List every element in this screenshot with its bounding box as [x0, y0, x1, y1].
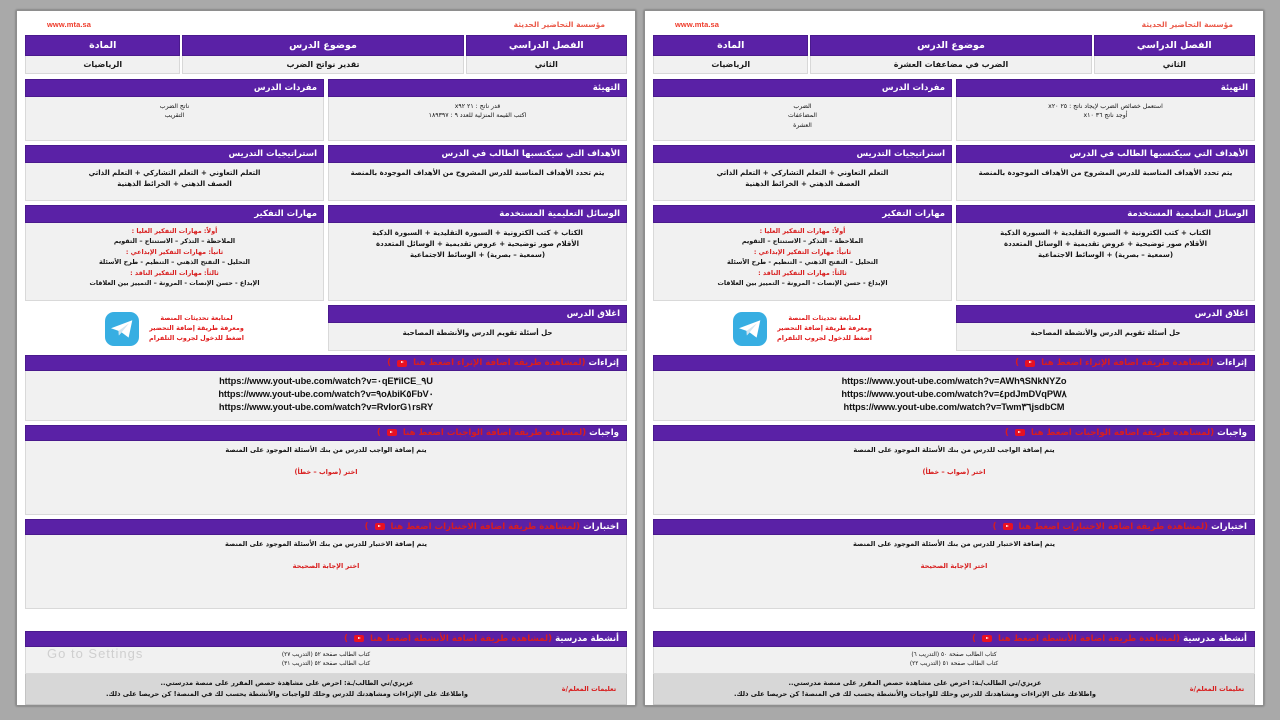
- section-title-vocab: مفردات الدرس: [653, 79, 952, 97]
- section-closing: [328, 305, 627, 351]
- section-homework-right: [25, 425, 627, 515]
- identity-value-term: الثاني: [466, 56, 627, 74]
- section-title-exams[interactable]: [25, 519, 627, 535]
- materials-line-1: الكتاب + كتب الكترونية + السبورة التقليدية + السبورة الذكية: [1000, 229, 1211, 237]
- homework-note: يتم إضافة الواجب للدرس من بنك الأسئلة الموجود على المنصة: [225, 445, 427, 454]
- thinking-line-1: الملاحظة – التذكر – الاستنتاج – التقويم: [741, 237, 864, 246]
- column-primary-right: [328, 79, 627, 351]
- section-body-materials: [328, 223, 627, 301]
- thinking-line-3: الإبداع - حسن الإنصات - المرونة – التمييز بين العلاقات: [89, 278, 260, 287]
- thinking-line-2: التحليل – التفتح الذهني – التنظيم - طرح الأسئلة: [99, 258, 250, 267]
- section-body-materials: [956, 223, 1255, 301]
- youtube-icon[interactable]: [354, 635, 364, 642]
- vocab-item: ناتج الضرب: [159, 103, 190, 110]
- org-name: مؤسسة التحاضير الحديثة: [513, 20, 605, 29]
- telegram-icon[interactable]: [733, 312, 767, 346]
- section-homework-left: [653, 425, 1255, 515]
- page-banner-left: [653, 17, 1255, 35]
- teacher-line-2: واطلاعك على الإثراءات ومشاهدتك للدرس وحلك للواجبات والأنشطة يحسب لك في المنصة! كن حريصا على ذلك.: [106, 690, 468, 699]
- identity-value-topic: الضرب في مضاعفات العشرة: [810, 56, 1091, 74]
- column-secondary-right: [25, 79, 324, 351]
- teacher-line-2: واطلاعك على الإثراءات ومشاهدتك للدرس وحلك للواجبات والأنشطة يحسب لك في المنصة! كن حريصا على ذلك.: [734, 690, 1096, 699]
- column-secondary-left: [653, 79, 952, 351]
- section-activities-left: [653, 631, 1255, 705]
- homework-instruction: اختر (صواب – خطأ): [294, 468, 358, 477]
- exams-note: يتم إضافة الاختبار للدرس من بنك الأسئلة الموجود على المنصة: [852, 539, 1055, 548]
- identity-header-subject: المادة: [653, 35, 808, 56]
- youtube-icon[interactable]: [375, 523, 385, 530]
- section-title-materials: الوسائل التعليمية المستخدمة: [956, 205, 1255, 223]
- section-body-thinking: [25, 223, 324, 301]
- activities-key-label: أنشطة مدرسية: [1183, 633, 1247, 644]
- telegram-promo-left[interactable]: [653, 305, 952, 351]
- materials-line-3: (سمعية – بصرية) + الوسائط الاجتماعية: [409, 250, 546, 259]
- section-vocab: [25, 79, 324, 141]
- identity-value-subject: الرياضيات: [25, 56, 180, 74]
- youtube-icon[interactable]: [1025, 360, 1035, 367]
- thinking-label-2: ثانياً: مهارات التفكير الإبداعي :: [753, 247, 852, 256]
- section-body-closing: حل أسئلة تقويم الدرس والأنشطة المصاحبة: [956, 323, 1255, 351]
- section-closing: [956, 305, 1255, 351]
- section-strategies: [25, 145, 324, 201]
- promo-line-2: ومعرفة طريقة إضافة التحضير: [149, 324, 244, 333]
- teacher-instructions-label: تعليمات المعلم/ة: [1189, 685, 1245, 694]
- promo-line-1: لمتابعة تحديثات المنصة: [160, 314, 233, 323]
- exams-sub-label: (لمشاهدة طريقة اضافة الاختبارات اضغط هنا: [390, 521, 581, 532]
- exams-key-label: اختبارات: [1211, 521, 1247, 532]
- identity-header-topic: موضوع الدرس: [810, 35, 1091, 56]
- youtube-icon[interactable]: [387, 429, 397, 436]
- identity-value-subject: الرياضيات: [653, 56, 808, 74]
- section-enrichment-right: [25, 355, 627, 421]
- activity-item: كتاب الطالب صفحة ٥٢ (التدريب ٣١): [281, 660, 371, 667]
- section-title-tahia: التهيئة: [328, 79, 627, 97]
- section-title-enrichment[interactable]: [25, 355, 627, 371]
- section-title-strategies: استراتيجيات التدريس: [25, 145, 324, 163]
- lesson-page-left: [644, 10, 1264, 706]
- teacher-instructions-text: [26, 674, 552, 704]
- thinking-label-1: أولاً: مهارات التفكير العليا :: [131, 227, 218, 235]
- homework-key-label: واجبات: [1217, 427, 1247, 438]
- materials-line-2: الأقلام صور توضيحية + عروض تقديمية + الوسائل المتعددة: [376, 239, 579, 248]
- vocab-item: التقريب: [164, 112, 185, 120]
- org-name: مؤسسة التحاضير الحديثة: [1141, 20, 1233, 29]
- enrichment-sub-label: (لمشاهدة طريقة اضافة الإثراء اضغط هنا: [1041, 358, 1214, 368]
- section-materials: [956, 205, 1255, 301]
- identity-header-topic: موضوع الدرس: [182, 35, 463, 56]
- section-body-activities: [25, 647, 627, 675]
- strategies-line-2: العصف الذهني + الخرائط الذهنية: [117, 179, 232, 188]
- section-materials: [328, 205, 627, 301]
- activity-item: كتاب الطالب صفحة ٥٢ (التدريب ٢٧): [281, 651, 371, 658]
- section-exams-left: [653, 519, 1255, 609]
- section-body-objectives: يتم تحدد الأهداف المناسبة للدرس المشروح من الأهداف الموجودة بالمنصة: [956, 163, 1255, 201]
- content-columns-left: [653, 79, 1255, 351]
- section-title-strategies: استراتيجيات التدريس: [653, 145, 952, 163]
- section-thinking: [653, 205, 952, 301]
- youtube-icon[interactable]: [982, 635, 992, 642]
- enrichment-url-list: [653, 371, 1255, 421]
- homework-note: يتم إضافة الواجب للدرس من بنك الأسئلة الموجود على المنصة: [853, 445, 1055, 454]
- section-body-thinking: [653, 223, 952, 301]
- section-strategies: [653, 145, 952, 201]
- section-body-tahia: [956, 97, 1255, 141]
- paren-close: ): [376, 427, 381, 438]
- youtube-icon[interactable]: [397, 360, 407, 367]
- page-banner-right: [25, 17, 627, 35]
- layout-spacer: [25, 609, 627, 627]
- section-tahia: [956, 79, 1255, 141]
- section-title-activities[interactable]: [653, 631, 1255, 647]
- section-title-objectives: الأهداف التي سيكتسبها الطالب في الدرس: [956, 145, 1255, 163]
- thinking-line-3: الإبداع - حسن الإنصات - المرونة – التمييز بين العلاقات: [717, 278, 888, 287]
- exams-sub-label: (لمشاهدة طريقة اضافة الاختبارات اضغط هنا: [1018, 521, 1209, 532]
- section-body-homework: [653, 441, 1255, 515]
- section-body-tahia: [328, 97, 627, 141]
- materials-line-1: الكتاب + كتب الكترونية + السبورة التقليدية + السبورة الذكية: [372, 229, 583, 237]
- exams-key-label: اختبارات: [583, 521, 619, 532]
- enrichment-url[interactable]: https://www.yout-ube.com/watch?v=RvIorG١rsRY: [218, 402, 434, 413]
- tahia-line-2: اكتب القيمة المنزلية للعدد ٩ : ١٨٩٣٩٧: [428, 112, 527, 120]
- exams-instruction: اختر الإجابة الصحيحة: [920, 562, 988, 571]
- thinking-label-2: ثانياً: مهارات التفكير الإبداعي :: [125, 247, 224, 256]
- activity-item: كتاب الطالب صفحة ٥١ (التدريب ٢٢): [909, 660, 999, 667]
- section-title-enrichment[interactable]: [653, 355, 1255, 371]
- thinking-line-2: التحليل – التفتح الذهني – التنظيم - طرح الأسئلة: [727, 258, 878, 267]
- strategies-line-1: التعلم التعاوني + التعلم التشاركي + التعلم الذاتي: [716, 169, 889, 177]
- column-primary-left: [956, 79, 1255, 351]
- section-title-homework[interactable]: [653, 425, 1255, 441]
- strategies-line-2: العصف الذهني + الخرائط الذهنية: [745, 179, 860, 188]
- enrichment-key-label: إثراءات: [588, 358, 619, 368]
- teacher-instructions-label: تعليمات المعلم/ة: [561, 685, 617, 694]
- teacher-line-1: عزيزي/تي الطالب/ـة: احرص على مشاهدة حصص المقرر على منصة مدرستي..: [160, 679, 414, 688]
- section-body-activities: [653, 647, 1255, 675]
- tahia-line-1: قدر ناتج : ٢١ x٩٢: [454, 103, 501, 110]
- homework-instruction: اختر (صواب – خطأ): [922, 468, 986, 477]
- teacher-instructions-text: [654, 674, 1180, 704]
- thinking-label-1: أولاً: مهارات التفكير العليا :: [759, 227, 846, 235]
- content-columns-right: [25, 79, 627, 351]
- identity-value-term: الثاني: [1094, 56, 1255, 74]
- section-title-exams[interactable]: [653, 519, 1255, 535]
- activities-sub-label: (لمشاهدة طريقة اضافة الأنشطة اضغط هنا: [997, 633, 1181, 644]
- paren-close: ): [972, 633, 976, 644]
- enrichment-sub-label: (لمشاهدة طريقة اضافة الإثراء اضغط هنا: [413, 358, 586, 368]
- lesson-page-right: [16, 10, 636, 706]
- vocab-item: الضرب: [793, 103, 812, 110]
- section-body-objectives: يتم تحدد الأهداف المناسبة للدرس المشروح من الأهداف الموجودة بالمنصة: [328, 163, 627, 201]
- paren-close: ): [364, 521, 369, 532]
- section-body-strategies: [653, 163, 952, 201]
- promo-line-3: اضغط للدخول لجروب التلفرام: [777, 333, 872, 342]
- homework-sub-label: (لمشاهدة طريقة اضافة الواجبات اضغط هنا: [1030, 427, 1215, 438]
- section-vocab: [653, 79, 952, 141]
- activation-watermark: Go to Settings: [47, 646, 144, 661]
- section-title-activities[interactable]: [25, 631, 627, 647]
- tahia-line-2: أوجد ناتج ٣٦ x١٠: [1083, 112, 1128, 120]
- section-title-closing: اغلاق الدرس: [328, 305, 627, 323]
- identity-header-subject: المادة: [25, 35, 180, 56]
- section-body-vocab: [25, 97, 324, 141]
- layout-spacer: [653, 609, 1255, 627]
- youtube-icon[interactable]: [1015, 429, 1025, 436]
- activity-item: كتاب الطالب صفحة ٥٠ (التدريب ٦): [911, 651, 997, 658]
- materials-line-3: (سمعية – بصرية) + الوسائط الاجتماعية: [1037, 250, 1174, 259]
- section-body-exams: [25, 535, 627, 609]
- section-title-homework[interactable]: [25, 425, 627, 441]
- thinking-label-3: ثالثاً: مهارات التفكير الناقد :: [130, 268, 219, 277]
- paren-close: ): [992, 521, 997, 532]
- enrichment-url[interactable]: https://www.yout-ube.com/watch?v=٠qE٣iICE_٩U: [219, 376, 433, 386]
- activities-key-label: أنشطة مدرسية: [555, 633, 619, 644]
- enrichment-key-label: إثراءات: [1216, 358, 1247, 368]
- thinking-label-3: ثالثاً: مهارات التفكير الناقد :: [758, 268, 847, 277]
- promo-line-1: لمتابعة تحديثات المنصة: [788, 314, 861, 323]
- paren-close: ): [344, 633, 348, 644]
- exams-note: يتم إضافة الاختبار للدرس من بنك الأسئلة الموجود على المنصة: [224, 539, 427, 548]
- homework-key-label: واجبات: [589, 427, 619, 438]
- section-title-materials: الوسائل التعليمية المستخدمة: [328, 205, 627, 223]
- materials-line-2: الأقلام صور توضيحية + عروض تقديمية + الوسائل المتعددة: [1004, 239, 1207, 248]
- identity-header-term: الفصل الدراسي: [1094, 35, 1255, 56]
- site-url: www.mta.sa: [47, 20, 92, 29]
- identity-table-left: [653, 35, 1255, 74]
- section-title-vocab: مفردات الدرس: [25, 79, 324, 97]
- paren-close: ): [387, 358, 392, 368]
- identity-header-term: الفصل الدراسي: [466, 35, 627, 56]
- paren-close: ): [1004, 427, 1009, 438]
- paren-close: ): [1015, 358, 1020, 368]
- thinking-line-1: الملاحظة – التذكر – الاستنتاج – التقويم: [113, 237, 236, 246]
- section-title-tahia: التهيئة: [956, 79, 1255, 97]
- exams-instruction: اختر الإجابة الصحيحة: [292, 562, 360, 571]
- section-body-homework: [25, 441, 627, 515]
- section-body-vocab: [653, 97, 952, 141]
- enrichment-url[interactable]: https://www.yout-ube.com/watch?v=٩o٨biK٥FbV٠: [218, 389, 434, 400]
- section-title-objectives: الأهداف التي سيكتسبها الطالب في الدرس: [328, 145, 627, 163]
- section-title-thinking: مهارات التفكير: [653, 205, 952, 223]
- teacher-instructions-left: [653, 674, 1255, 705]
- vocab-item: المضاعفات: [788, 112, 817, 120]
- section-objectives: [956, 145, 1255, 201]
- enrichment-url[interactable]: https://www.yout-ube.com/watch?v=AWh٩SNkNYZo: [841, 376, 1067, 386]
- section-body-strategies: [25, 163, 324, 201]
- youtube-icon[interactable]: [1003, 523, 1013, 530]
- section-objectives: [328, 145, 627, 201]
- promo-line-2: ومعرفة طريقة إضافة التحضير: [777, 324, 872, 333]
- teacher-instructions-right: [25, 674, 627, 705]
- vocab-item: العشرة: [793, 121, 812, 129]
- activities-sub-label: (لمشاهدة طريقة اضافة الأنشطة اضغط هنا: [369, 633, 553, 644]
- telegram-promo-text: [149, 314, 244, 344]
- identity-table-right: [25, 35, 627, 74]
- section-enrichment-left: [653, 355, 1255, 421]
- section-title-thinking: مهارات التفكير: [25, 205, 324, 223]
- identity-value-topic: تقدير نواتج الضرب: [182, 56, 463, 74]
- section-tahia: [328, 79, 627, 141]
- site-url: www.mta.sa: [675, 20, 720, 29]
- section-thinking: [25, 205, 324, 301]
- section-body-closing: حل أسئلة تقويم الدرس والأنشطة المصاحبة: [328, 323, 627, 351]
- enrichment-url[interactable]: https://www.yout-ube.com/watch?v=٤pdJmDVqPW٨: [841, 389, 1067, 400]
- section-body-exams: [653, 535, 1255, 609]
- telegram-promo-right[interactable]: [25, 305, 324, 351]
- telegram-icon[interactable]: [105, 312, 139, 346]
- homework-sub-label: (لمشاهدة طريقة اضافة الواجبات اضغط هنا: [402, 427, 587, 438]
- tahia-line-1: استعمل خصائص الضرب لإيجاد ناتج : ٢٥ x٢٠: [1048, 103, 1163, 110]
- section-activities-right: [25, 631, 627, 705]
- promo-line-3: اضغط للدخول لجروب التلفرام: [149, 333, 244, 342]
- section-title-closing: اغلاق الدرس: [956, 305, 1255, 323]
- teacher-line-1: عزيزي/تي الطالب/ـة: احرص على مشاهدة حصص المقرر على منصة مدرستي..: [788, 679, 1042, 688]
- strategies-line-1: التعلم التعاوني + التعلم التشاركي + التعلم الذاتي: [88, 169, 261, 177]
- telegram-promo-text: [777, 314, 872, 344]
- section-exams-right: [25, 519, 627, 609]
- enrichment-url[interactable]: https://www.yout-ube.com/watch?v=Twm٣٦jsdbCM: [843, 402, 1065, 413]
- enrichment-url-list: [25, 371, 627, 421]
